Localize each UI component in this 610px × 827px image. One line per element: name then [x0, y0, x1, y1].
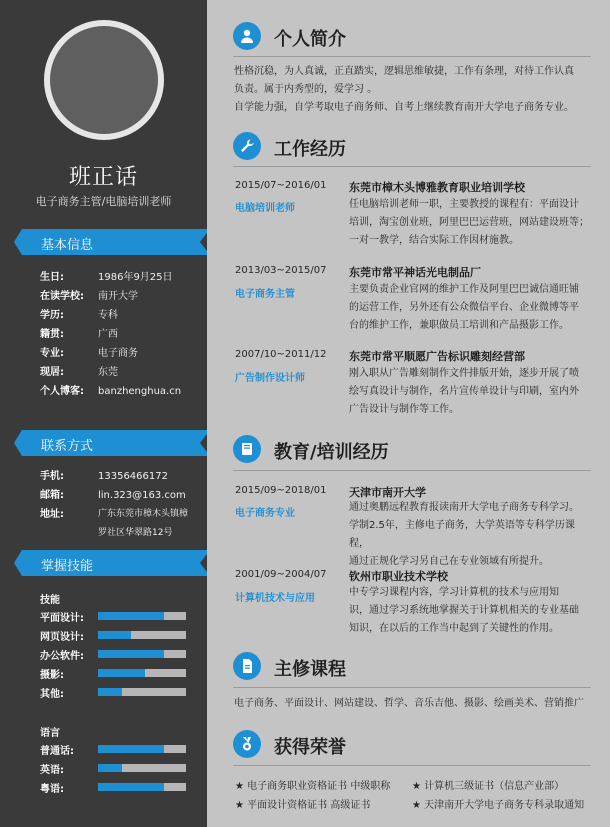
job-role: 电脑培训老师	[235, 203, 295, 214]
skill-bar	[98, 612, 186, 620]
skills-heading: 掌握技能	[41, 559, 94, 574]
edu-school: 天津市南开大学	[349, 486, 426, 499]
job-org: 东莞市常平顺愿广告标识雕刻经营部	[349, 350, 525, 363]
intro-heading: 个人简介	[274, 29, 346, 50]
job-desc-line: 主要负责企业官网的维护工作及阿里巴巴诚信通旺铺	[349, 284, 579, 295]
email-link[interactable]: lin.323@163.com	[98, 490, 186, 501]
blog-link[interactable]: banzhenghua.cn	[98, 386, 182, 397]
language-row	[40, 780, 190, 794]
basic-label: 现居:	[40, 367, 64, 378]
address-label: 地址:	[40, 509, 64, 520]
edu-date: 2001/09~2004/07	[235, 569, 327, 580]
education-heading: 教育/培训经历	[274, 442, 389, 463]
skill-bar	[98, 688, 186, 696]
edu-desc-line: 通过奥鹏远程教育报读南开大学电子商务专科学习。	[349, 502, 579, 513]
language-row	[40, 761, 190, 775]
skill-bar-fill	[98, 688, 122, 696]
email-label: 邮箱:	[40, 490, 64, 501]
job-desc-line: 广告设计与制作等工作。	[349, 404, 459, 415]
courses-text: 电子商务、平面设计、网站建设、哲学、音乐吉他、摄影、绘画美术、营销推广	[234, 698, 584, 709]
basic-value: 广西	[98, 329, 118, 340]
job-date: 2013/03~2015/07	[235, 265, 327, 276]
language-label: 粤语:	[40, 784, 64, 795]
skill-label: 办公软件:	[40, 651, 84, 662]
job-desc-line: 绘写真设计与制作，名片宣传单设计与印刷，室内外	[349, 386, 579, 397]
person-position: 电子商务主管/电脑培训老师	[35, 195, 172, 208]
job-desc-line: 的运营工作，另外还有公众微信平台、企业微博等平	[349, 302, 579, 313]
language-bar-fill	[98, 783, 164, 791]
edu-school: 钦州市职业技术学校	[349, 570, 448, 583]
honor-item: ★ 计算机三级证书（信息产业部）	[412, 777, 564, 792]
honor-item: ★ 天津南开大学电子商务专科录取通知	[412, 796, 584, 811]
job-desc-line: 一对一教学，结合实际工作因材施教。	[349, 235, 519, 246]
basic-label: 生日:	[40, 272, 64, 283]
language-bar-fill	[98, 764, 122, 772]
language-bar	[98, 745, 186, 753]
skill-bar	[98, 669, 186, 677]
job-desc	[349, 196, 589, 250]
basic-label: 专业:	[40, 348, 64, 359]
intro-text	[234, 63, 589, 117]
job-org: 东莞市樟木头博雅教育职业培训学校	[349, 181, 525, 194]
phone-value: 13356466172	[98, 471, 168, 482]
language-bar	[98, 764, 186, 772]
language-bar-fill	[98, 745, 164, 753]
skill-bar	[98, 631, 186, 639]
contact-ribbon	[22, 430, 210, 456]
intro-line: 性格沉稳，为人真诚，正直踏实，逻辑思维敏捷，工作有条理，对待工作认真	[234, 66, 574, 77]
divider	[233, 687, 591, 688]
basic-label: 籍贯:	[40, 329, 64, 340]
job-role: 电子商务主管	[235, 289, 295, 300]
basic-value: 电子商务	[98, 348, 138, 359]
skills-ribbon	[22, 550, 210, 576]
basic-label: 个人博客:	[40, 386, 84, 397]
work-heading: 工作经历	[274, 139, 346, 160]
skill-row	[40, 628, 190, 642]
edu-date: 2015/09~2018/01	[235, 485, 327, 496]
skill-label: 其他:	[40, 689, 64, 700]
skill-row	[40, 647, 190, 661]
address-line-1: 广东东莞市樟木头镇樟	[98, 509, 189, 519]
skill-bar-fill	[98, 631, 131, 639]
intro-line: 自学能力强，自学考取电子商务师、自考上继续教育南开大学电子商务专业。	[234, 102, 574, 113]
edu-desc-line: 通过正规化学习另自己在专业领域有所提升。	[349, 556, 549, 567]
divider	[233, 470, 591, 471]
divider	[233, 765, 591, 766]
basic-label: 在读学校:	[40, 291, 84, 302]
skill-bar-fill	[98, 612, 164, 620]
skills-tech-heading: 技能	[40, 595, 60, 606]
wrench-icon	[233, 132, 261, 160]
skill-bar-fill	[98, 650, 164, 658]
job-date: 2007/10~2011/12	[235, 349, 327, 360]
phone-label: 手机:	[40, 471, 64, 482]
skill-row	[40, 685, 190, 699]
skill-row	[40, 609, 190, 623]
skill-label: 平面设计:	[40, 613, 84, 624]
document-icon	[233, 652, 261, 680]
honor-item: ★ 平面设计资格证书 高级证书	[235, 796, 370, 811]
basic-info-heading: 基本信息	[41, 238, 94, 253]
honor-item: ★ 电子商务职业资格证书 中级职称	[235, 777, 390, 792]
intro-line: 负责。属于内秀型的，爱学习 。	[234, 84, 378, 95]
edu-major: 计算机技术与应用	[235, 593, 315, 604]
language-label: 英语:	[40, 765, 64, 776]
language-bar	[98, 783, 186, 791]
main-content	[207, 0, 610, 827]
medal-icon	[233, 730, 261, 758]
job-desc-line: 任电脑培训老师一职，主要教授的课程有：平面设计	[349, 199, 579, 210]
avatar	[44, 20, 164, 140]
basic-value: 1986年9月25日	[98, 272, 173, 283]
skill-label: 网页设计:	[40, 632, 84, 643]
edu-desc-line: 学制2.5年，主修电子商务，大学英语等专科学历课程，	[349, 520, 575, 549]
courses-heading: 主修课程	[274, 659, 346, 680]
skills-lang-heading: 语言	[40, 728, 60, 739]
sidebar	[0, 0, 207, 827]
job-desc-line: 台的维护工作，兼职做员工培训和产品摄影工作。	[349, 320, 569, 331]
skill-bar-fill	[98, 669, 145, 677]
job-desc-line: 培训，淘宝创业班，阿里巴巴运营班，网站建设班等；	[349, 217, 589, 228]
basic-value: 专科	[98, 310, 118, 321]
edu-desc-line: 知识，在以后的工作当中起到了关键性的作用。	[349, 623, 559, 634]
job-role: 广告制作设计师	[235, 373, 305, 384]
job-org: 东莞市常平神话光电制品厂	[349, 266, 481, 279]
edu-desc	[349, 584, 589, 638]
divider	[233, 166, 591, 167]
book-icon	[233, 435, 261, 463]
skill-label: 摄影:	[40, 670, 64, 681]
basic-value: 东莞	[98, 367, 118, 378]
job-desc-line: 刚入职从广告雕刻制作文件排版开始，逐步开展了喷	[349, 368, 579, 379]
person-name: 班正话	[68, 165, 138, 190]
honors-heading: 获得荣誉	[274, 737, 346, 758]
job-date: 2015/07~2016/01	[235, 180, 327, 191]
job-desc	[349, 365, 589, 419]
divider	[233, 56, 591, 57]
edu-major: 电子商务专业	[235, 508, 295, 519]
skill-bar	[98, 650, 186, 658]
skill-row	[40, 666, 190, 680]
edu-desc-line: 识，通过学习系统地掌握关于计算机相关的专业基础	[349, 605, 579, 616]
basic-info-ribbon	[22, 229, 210, 255]
person-icon	[233, 22, 261, 50]
basic-label: 学历:	[40, 310, 64, 321]
language-row	[40, 742, 190, 756]
contact-heading: 联系方式	[41, 439, 94, 454]
edu-desc	[349, 499, 589, 571]
basic-value: 南开大学	[98, 291, 138, 302]
job-desc	[349, 281, 589, 335]
edu-desc-line: 中专学习课程内容，学习计算机的技术与应用知	[349, 587, 559, 598]
address-line-2: 罗社区华翠路12号	[98, 528, 173, 538]
language-label: 普通话:	[40, 746, 74, 757]
